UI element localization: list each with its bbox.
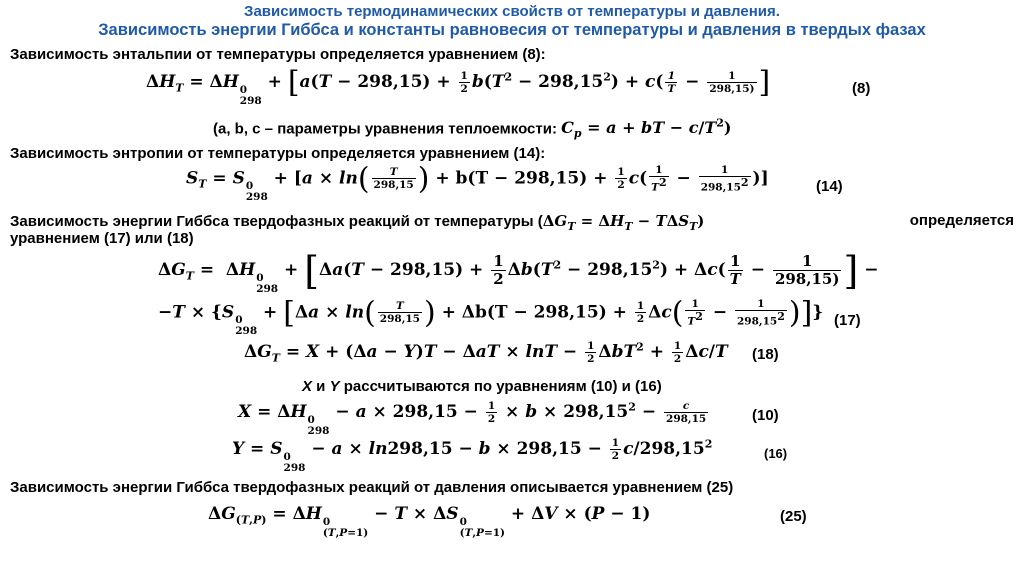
heading-gibbs: Зависимость энергии Гиббса твердофазных реакций от температуры $(\Delta G_T = \Delta H_T - T\Delta S_T)$ определяется	[10, 212, 1014, 233]
equation-number-17: (17)	[834, 312, 861, 329]
equation-8: $\Delta H_T = \Delta H$ 0 298 + [a(T − 298,15) + $\frac{1}{2}$ $b(T^2 - 298,15^2) + c$( $\frac{1}{T}$ − $\frac{1}{298,15)}$ ]	[146, 65, 771, 108]
slide-subtitle: Зависимость энергии Гиббса и константы равновесия от температуры и давления в твердых фазах	[98, 21, 926, 39]
heading-entropy: Зависимость энтропии от температуры определяется уравнением (14):	[10, 145, 546, 162]
equation-14: $S_T = S$ 0 298 + [a × ln( $\frac{T}{298,15}$ ) + b(T − 298,15) + $\frac{1}{2}$ c( $\frac{1}{T^2}$ − $\frac{1}{298,15^2}$ )]	[186, 161, 769, 204]
equation-16: Y = S 0 298 − a × ln298,15 − b × 298,15 − $\frac{1}{2}$ c/298,15$^2$	[232, 437, 713, 475]
heading-gibbs-line2: уравнением (17) или (18)	[10, 230, 194, 247]
equation-number-10: (10)	[752, 407, 779, 424]
equation-number-14: (14)	[816, 178, 843, 195]
note-xy: X и Y рассчитываются по уравнениям (10) и (16)	[302, 378, 662, 395]
heading-pressure: Зависимость энергии Гиббса твердофазных реакций от давления описывается уравнением (25)	[10, 479, 734, 496]
heading-gibbs-line1-end: определяется	[909, 212, 1014, 229]
heading-gibbs-line1: Зависимость энергии Гиббса твердофазных реакций от температуры (	[10, 213, 543, 230]
note-xy-text: рассчитываются по уравнениям (10) и (16)	[343, 378, 662, 395]
slide-title: Зависимость термодинамических свойств от температуры и давления.	[244, 3, 780, 20]
heading-enthalpy: Зависимость энтальпии от температуры определяется уравнением (8):	[10, 46, 546, 63]
equation-10: X = ΔH 0 298 − a × 298,15 − $\frac{1}{2}$ × $b \times 298,15^2$ − $\frac{c}{298,15}$	[238, 400, 707, 438]
note-heat-capacity: (a, b, c – параметры уравнения теплоемкости: $C_p = a$ + bT − $c/T^2$)	[213, 117, 732, 141]
equation-number-8: (8)	[852, 80, 871, 97]
equation-number-16: (16)	[764, 446, 788, 461]
equation-18: $\Delta G_T = X + (\Delta a - Y)T - \Delta aT \times \ln T$ − $\frac{1}{2}$ ΔbT$^2$ + $\frac{1}{2}$ Δc/T	[244, 340, 728, 366]
note-heat-capacity-text: (a, b, c – параметры уравнения теплоемкости:	[213, 120, 557, 138]
equation-25: $\Delta G_{(T,P)} = \Delta H$ 0 (T,P=1) − T × ΔS 0 (T,P=1) + ΔV × (P − 1)	[208, 504, 651, 540]
equation-17-line2: −T × {S 0 298 + [Δa × ln( $\frac{T}{298,15}$ ) + Δb(T − 298,15) + $\frac{1}{2}$ Δc( $\frac{1}{T^2}$ − $\frac{1}{298,15^2}$ )]}	[158, 295, 824, 338]
equation-number-25: (25)	[780, 508, 807, 525]
equation-17-line1: $\Delta G_T = \Delta H$ 0 298 + [Δa(T − 298,15) + $\frac{1}{2}$ $\Delta b(T^2 - 298,15^2) + \Delta c$( $\frac{1}{T}$ − $\frac{1}{298,15)}$ ] −	[158, 249, 879, 296]
equation-number-18: (18)	[752, 346, 779, 363]
